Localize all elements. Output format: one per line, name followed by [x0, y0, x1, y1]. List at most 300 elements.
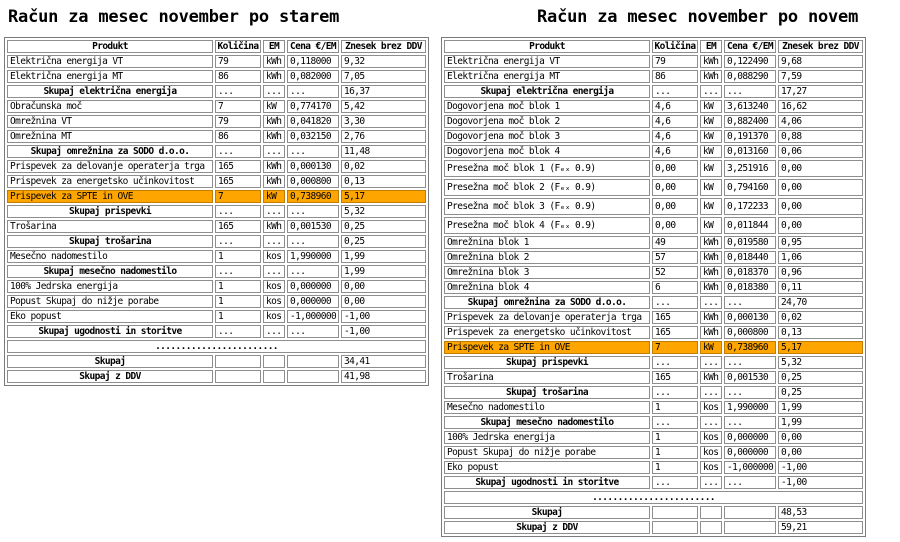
filler-cell: ... — [724, 85, 776, 98]
quantity-cell: 4,6 — [652, 145, 698, 158]
amount-cell: 1,06 — [778, 251, 863, 264]
unit-cell: kWh — [263, 175, 285, 188]
total-amount-cell: 48,53 — [778, 506, 863, 519]
product-cell: Dogovorjena moč blok 1 — [444, 100, 650, 113]
unit-cell: kWh — [700, 236, 722, 249]
unit-cell: kos — [700, 446, 722, 459]
empty-cell — [652, 506, 698, 519]
total-amount-cell: 41,98 — [341, 370, 426, 383]
unit-cell: kos — [263, 295, 285, 308]
filler-cell: ... — [700, 386, 722, 399]
filler-cell: ... — [215, 85, 261, 98]
price-cell: 0,001530 — [287, 220, 339, 233]
price-cell: 0,738960 — [724, 341, 776, 354]
unit-cell: kos — [700, 431, 722, 444]
unit-cell: kW — [700, 130, 722, 143]
quantity-cell: 79 — [215, 115, 261, 128]
unit-cell: kWh — [700, 371, 722, 384]
bill-row — [7, 310, 426, 323]
section-total-row — [7, 205, 426, 218]
price-cell: 3,613240 — [724, 100, 776, 113]
bill-row — [7, 130, 426, 143]
product-cell: Mesečno nadomestilo — [7, 250, 213, 263]
price-cell: 0,011844 — [724, 217, 776, 234]
unit-cell: kW — [700, 115, 722, 128]
filler-cell: ... — [652, 356, 698, 369]
price-cell: 0,018380 — [724, 281, 776, 294]
product-cell: Prispevek za energetsko učinkovitost — [444, 326, 650, 339]
quantity-cell: 1 — [215, 295, 261, 308]
column-header: Znesek brez DDV — [778, 40, 863, 53]
quantity-cell: 165 — [652, 311, 698, 324]
price-cell: 0,032150 — [287, 130, 339, 143]
section-amount-cell: -1,00 — [778, 476, 863, 489]
product-cell: 100% Jedrska energija — [7, 280, 213, 293]
section-total-row — [7, 265, 426, 278]
quantity-cell: 79 — [652, 55, 698, 68]
column-header: Produkt — [444, 40, 650, 53]
price-cell: 0,882400 — [724, 115, 776, 128]
bill-row — [444, 446, 863, 459]
price-cell: 0,018370 — [724, 266, 776, 279]
amount-cell: 4,06 — [778, 115, 863, 128]
section-total-row — [7, 145, 426, 158]
price-cell: 0,118000 — [287, 55, 339, 68]
unit-cell: kos — [700, 401, 722, 414]
price-cell: 0,794160 — [724, 179, 776, 196]
product-cell: Presežna moč blok 1 (Fₑₓ 0.9) — [444, 160, 650, 177]
amount-cell: 0,02 — [341, 160, 426, 173]
bill-row — [7, 280, 426, 293]
quantity-cell: 7 — [215, 100, 261, 113]
bill-row — [444, 371, 863, 384]
price-cell: 1,990000 — [287, 250, 339, 263]
amount-cell: -1,00 — [778, 461, 863, 474]
amount-cell: 3,30 — [341, 115, 426, 128]
bill-row — [444, 401, 863, 414]
quantity-cell: 7 — [215, 190, 261, 203]
product-cell: Presežna moč blok 4 (Fₑₓ 0.9) — [444, 217, 650, 234]
amount-cell: 5,17 — [341, 190, 426, 203]
filler-cell: ... — [215, 205, 261, 218]
column-header: Cena €/EM — [287, 40, 339, 53]
price-cell: 0,774170 — [287, 100, 339, 113]
product-cell: Prispevek za SPTE in OVE — [444, 341, 650, 354]
unit-cell: kWh — [263, 55, 285, 68]
section-label-cell: Skupaj mesečno nadomestilo — [7, 265, 213, 278]
quantity-cell: 165 — [652, 371, 698, 384]
product-cell: Presežna moč blok 3 (Fₑₓ 0.9) — [444, 198, 650, 215]
quantity-cell: 79 — [215, 55, 261, 68]
bill-row — [7, 295, 426, 308]
section-amount-cell: 0,25 — [341, 235, 426, 248]
total-label-cell: Skupaj — [444, 506, 650, 519]
bill-row — [444, 461, 863, 474]
bill-row — [7, 70, 426, 83]
unit-cell: kWh — [700, 251, 722, 264]
header-row — [444, 40, 863, 53]
product-cell: Omrežnina blok 2 — [444, 251, 650, 264]
unit-cell: kW — [700, 179, 722, 196]
section-label-cell: Skupaj ugodnosti in storitve — [7, 325, 213, 338]
product-cell: Omrežnina MT — [7, 130, 213, 143]
filler-cell: ... — [263, 85, 285, 98]
bill-row — [444, 55, 863, 68]
bill-row-highlighted — [7, 190, 426, 203]
unit-cell: kWh — [263, 220, 285, 233]
quantity-cell: 86 — [215, 130, 261, 143]
bill-row — [444, 326, 863, 339]
section-amount-cell: -1,00 — [341, 325, 426, 338]
section-amount-cell: 16,37 — [341, 85, 426, 98]
amount-cell: 2,76 — [341, 130, 426, 143]
unit-cell: kWh — [263, 115, 285, 128]
quantity-cell: 6 — [652, 281, 698, 294]
filler-cell: ... — [700, 296, 722, 309]
filler-cell: ... — [700, 416, 722, 429]
section-total-row — [444, 296, 863, 309]
price-cell: 0,191370 — [724, 130, 776, 143]
unit-cell: kWh — [263, 70, 285, 83]
bill-row — [444, 431, 863, 444]
empty-cell — [724, 506, 776, 519]
bill-row-highlighted — [444, 341, 863, 354]
amount-cell: 16,62 — [778, 100, 863, 113]
filler-cell: ... — [287, 85, 339, 98]
section-total-row — [444, 476, 863, 489]
unit-cell: kW — [700, 198, 722, 215]
price-cell: 0,000000 — [287, 295, 339, 308]
column-header: EM — [700, 40, 722, 53]
bill-row — [444, 198, 863, 215]
quantity-cell: 0,00 — [652, 217, 698, 234]
quantity-cell: 7 — [652, 341, 698, 354]
unit-cell: kWh — [700, 311, 722, 324]
section-label-cell: Skupaj prispevki — [7, 205, 213, 218]
section-amount-cell: 5,32 — [341, 205, 426, 218]
unit-cell: kWh — [700, 326, 722, 339]
bill-row — [444, 145, 863, 158]
quantity-cell: 1 — [215, 250, 261, 263]
price-cell: 0,088290 — [724, 70, 776, 83]
amount-cell: 0,00 — [778, 446, 863, 459]
column-header: Znesek brez DDV — [341, 40, 426, 53]
quantity-cell: 165 — [215, 160, 261, 173]
grand-total-row — [444, 521, 863, 534]
quantity-cell: 4,6 — [652, 115, 698, 128]
empty-cell — [287, 370, 339, 383]
product-cell: Popust Skupaj do nižje porabe — [444, 446, 650, 459]
filler-cell: ... — [652, 476, 698, 489]
amount-cell: 0,96 — [778, 266, 863, 279]
filler-cell: ... — [263, 265, 285, 278]
price-cell: 0,122490 — [724, 55, 776, 68]
bill-row — [444, 236, 863, 249]
filler-cell: ... — [700, 476, 722, 489]
amount-cell: 0,00 — [778, 431, 863, 444]
amount-cell: 0,13 — [341, 175, 426, 188]
unit-cell: kos — [700, 461, 722, 474]
price-cell: 0,000130 — [724, 311, 776, 324]
section-amount-cell: 1,99 — [341, 265, 426, 278]
filler-cell: ... — [215, 235, 261, 248]
unit-cell: kWh — [263, 160, 285, 173]
amount-cell: 0,13 — [778, 326, 863, 339]
price-cell: 0,172233 — [724, 198, 776, 215]
unit-cell: kW — [263, 190, 285, 203]
bill-row — [444, 251, 863, 264]
quantity-cell: 165 — [652, 326, 698, 339]
bill-row — [7, 220, 426, 233]
product-cell: Trošarina — [7, 220, 213, 233]
bill-title: Račun za mesec november po starem — [8, 7, 340, 27]
product-cell: Električna energija MT — [444, 70, 650, 83]
bill-row — [7, 160, 426, 173]
quantity-cell: 165 — [215, 220, 261, 233]
unit-cell: kWh — [700, 55, 722, 68]
quantity-cell: 86 — [652, 70, 698, 83]
dots-cell: ........................ — [7, 340, 426, 353]
product-cell: Omrežnina blok 1 — [444, 236, 650, 249]
price-cell: 0,738960 — [287, 190, 339, 203]
empty-cell — [700, 521, 722, 534]
bill-row — [7, 115, 426, 128]
bill-row — [7, 175, 426, 188]
empty-cell — [215, 355, 261, 368]
filler-cell: ... — [263, 325, 285, 338]
bill-title: Račun za mesec november po novem — [537, 7, 859, 27]
price-cell: 0,013160 — [724, 145, 776, 158]
product-cell: Prispevek za SPTE in OVE — [7, 190, 213, 203]
column-header: Produkt — [7, 40, 213, 53]
amount-cell: 0,25 — [778, 371, 863, 384]
grand-total-row — [7, 355, 426, 368]
section-total-row — [7, 85, 426, 98]
filler-cell: ... — [652, 386, 698, 399]
filler-cell: ... — [287, 325, 339, 338]
amount-cell: 5,42 — [341, 100, 426, 113]
unit-cell: kW — [263, 100, 285, 113]
product-cell: 100% Jedrska energija — [444, 431, 650, 444]
product-cell: Prispevek za delovanje operaterja trga — [444, 311, 650, 324]
filler-cell: ... — [287, 205, 339, 218]
empty-cell — [700, 506, 722, 519]
amount-cell: 1,99 — [778, 401, 863, 414]
product-cell: Prispevek za delovanje operaterja trga — [7, 160, 213, 173]
empty-cell — [652, 521, 698, 534]
price-cell: -1,000000 — [724, 461, 776, 474]
bill-row — [7, 100, 426, 113]
amount-cell: 0,00 — [341, 280, 426, 293]
amount-cell: 5,17 — [778, 341, 863, 354]
amount-cell: 7,05 — [341, 70, 426, 83]
section-amount-cell: 17,27 — [778, 85, 863, 98]
unit-cell: kWh — [700, 266, 722, 279]
section-label-cell: Skupaj mesečno nadomestilo — [444, 416, 650, 429]
section-total-row — [7, 325, 426, 338]
unit-cell: kW — [700, 160, 722, 177]
section-label-cell: Skupaj omrežnina za SODO d.o.o. — [7, 145, 213, 158]
unit-cell: kWh — [263, 130, 285, 143]
filler-cell: ... — [215, 145, 261, 158]
empty-cell — [724, 521, 776, 534]
amount-cell: 0,00 — [778, 179, 863, 196]
product-cell: Popust Skupaj do nižje porabe — [7, 295, 213, 308]
amount-cell: 0,00 — [778, 160, 863, 177]
price-cell: 3,251916 — [724, 160, 776, 177]
price-cell: 0,019580 — [724, 236, 776, 249]
empty-cell — [287, 355, 339, 368]
section-amount-cell: 24,70 — [778, 296, 863, 309]
bill-row — [7, 250, 426, 263]
price-cell: 0,000800 — [287, 175, 339, 188]
bill-row — [444, 281, 863, 294]
product-cell: Električna energija MT — [7, 70, 213, 83]
product-cell: Omrežnina blok 4 — [444, 281, 650, 294]
bill-row — [444, 115, 863, 128]
bill-row — [444, 160, 863, 177]
filler-cell: ... — [700, 356, 722, 369]
dots-separator-row — [444, 491, 863, 504]
product-cell: Električna energija VT — [444, 55, 650, 68]
filler-cell: ... — [287, 235, 339, 248]
header-row — [7, 40, 426, 53]
product-cell: Trošarina — [444, 371, 650, 384]
quantity-cell: 0,00 — [652, 179, 698, 196]
amount-cell: 0,02 — [778, 311, 863, 324]
filler-cell: ... — [700, 85, 722, 98]
quantity-cell: 57 — [652, 251, 698, 264]
quantity-cell: 1 — [215, 310, 261, 323]
bill-row — [444, 311, 863, 324]
empty-cell — [263, 370, 285, 383]
section-label-cell: Skupaj omrežnina za SODO d.o.o. — [444, 296, 650, 309]
total-amount-cell: 34,41 — [341, 355, 426, 368]
total-label-cell: Skupaj z DDV — [7, 370, 213, 383]
section-amount-cell: 11,48 — [341, 145, 426, 158]
price-cell: 0,082000 — [287, 70, 339, 83]
unit-cell: kWh — [700, 70, 722, 83]
product-cell: Mesečno nadomestilo — [444, 401, 650, 414]
price-cell: 1,990000 — [724, 401, 776, 414]
product-cell: Dogovorjena moč blok 4 — [444, 145, 650, 158]
quantity-cell: 1 — [215, 280, 261, 293]
quantity-cell: 4,6 — [652, 130, 698, 143]
bill-row — [444, 70, 863, 83]
price-cell: -1,000000 — [287, 310, 339, 323]
price-cell: 0,000000 — [724, 431, 776, 444]
quantity-cell: 1 — [652, 431, 698, 444]
price-cell: 0,000130 — [287, 160, 339, 173]
product-cell: Eko popust — [444, 461, 650, 474]
amount-cell: 0,88 — [778, 130, 863, 143]
section-label-cell: Skupaj električna energija — [7, 85, 213, 98]
amount-cell: 0,00 — [778, 217, 863, 234]
bill-row — [444, 130, 863, 143]
unit-cell: kWh — [700, 281, 722, 294]
section-amount-cell: 1,99 — [778, 416, 863, 429]
empty-cell — [215, 370, 261, 383]
amount-cell: 0,06 — [778, 145, 863, 158]
product-cell: Električna energija VT — [7, 55, 213, 68]
quantity-cell: 49 — [652, 236, 698, 249]
filler-cell: ... — [263, 205, 285, 218]
quantity-cell: 0,00 — [652, 198, 698, 215]
section-total-row — [444, 85, 863, 98]
section-label-cell: Skupaj trošarina — [7, 235, 213, 248]
product-cell: Dogovorjena moč blok 2 — [444, 115, 650, 128]
bill-table — [441, 37, 866, 537]
product-cell: Omrežnina blok 3 — [444, 266, 650, 279]
price-cell: 0,018440 — [724, 251, 776, 264]
total-label-cell: Skupaj z DDV — [444, 521, 650, 534]
filler-cell: ... — [724, 356, 776, 369]
quantity-cell: 1 — [652, 446, 698, 459]
unit-cell: kW — [700, 100, 722, 113]
dots-cell: ........................ — [444, 491, 863, 504]
bill-row — [444, 217, 863, 234]
total-label-cell: Skupaj — [7, 355, 213, 368]
filler-cell: ... — [652, 296, 698, 309]
filler-cell: ... — [724, 416, 776, 429]
bill-row — [444, 266, 863, 279]
column-header: Cena €/EM — [724, 40, 776, 53]
amount-cell: -1,00 — [341, 310, 426, 323]
filler-cell: ... — [724, 296, 776, 309]
filler-cell: ... — [287, 145, 339, 158]
section-label-cell: Skupaj trošarina — [444, 386, 650, 399]
product-cell: Omrežnina VT — [7, 115, 213, 128]
section-amount-cell: 5,32 — [778, 356, 863, 369]
amount-cell: 9,32 — [341, 55, 426, 68]
quantity-cell: 86 — [215, 70, 261, 83]
quantity-cell: 165 — [215, 175, 261, 188]
unit-cell: kos — [263, 280, 285, 293]
price-cell: 0,041820 — [287, 115, 339, 128]
bill-po-starem — [4, 4, 429, 386]
section-label-cell: Skupaj prispevki — [444, 356, 650, 369]
filler-cell: ... — [215, 325, 261, 338]
bill-row — [444, 100, 863, 113]
price-cell: 0,000000 — [287, 280, 339, 293]
section-total-row — [444, 416, 863, 429]
amount-cell: 0,00 — [341, 295, 426, 308]
amount-cell: 0,95 — [778, 236, 863, 249]
column-header: EM — [263, 40, 285, 53]
filler-cell: ... — [215, 265, 261, 278]
product-cell: Dogovorjena moč blok 3 — [444, 130, 650, 143]
section-label-cell: Skupaj ugodnosti in storitve — [444, 476, 650, 489]
price-cell: 0,000000 — [724, 446, 776, 459]
amount-cell: 0,11 — [778, 281, 863, 294]
section-total-row — [7, 235, 426, 248]
amount-cell: 0,00 — [778, 198, 863, 215]
unit-cell: kos — [263, 250, 285, 263]
bill-row — [7, 55, 426, 68]
grand-total-row — [7, 370, 426, 383]
empty-cell — [263, 355, 285, 368]
quantity-cell: 1 — [652, 401, 698, 414]
filler-cell: ... — [724, 476, 776, 489]
filler-cell: ... — [263, 145, 285, 158]
amount-cell: 1,99 — [341, 250, 426, 263]
product-cell: Presežna moč blok 2 (Fₑₓ 0.9) — [444, 179, 650, 196]
column-header: Količina — [652, 40, 698, 53]
quantity-cell: 0,00 — [652, 160, 698, 177]
column-header: Količina — [215, 40, 261, 53]
section-label-cell: Skupaj električna energija — [444, 85, 650, 98]
bill-po-novem — [441, 4, 866, 537]
